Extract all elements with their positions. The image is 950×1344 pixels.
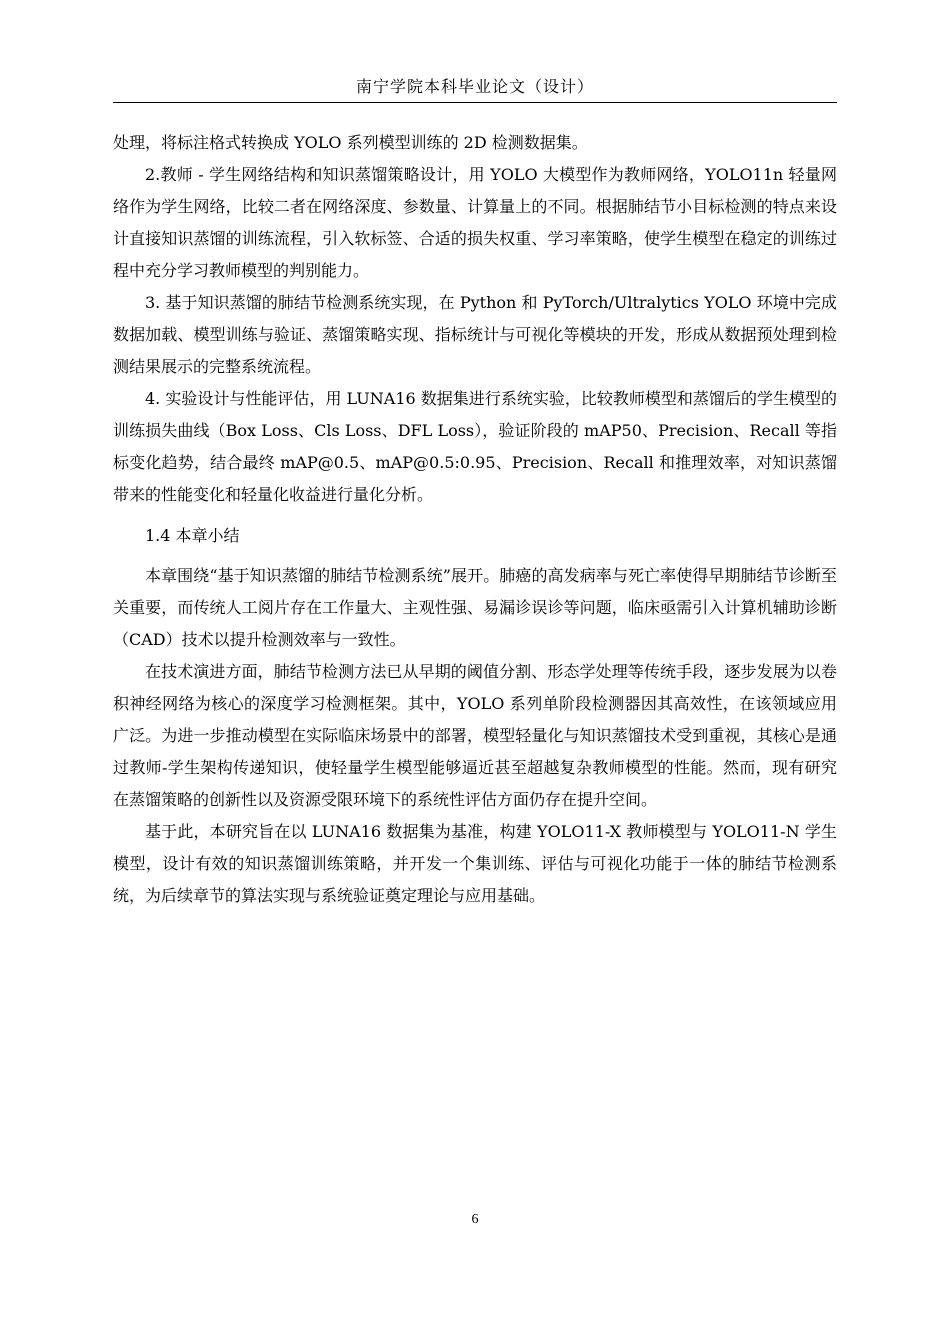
paragraph-item-3: 3. 基于知识蒸馏的肺结节检测系统实现，在 Python 和 PyTorch/Ultralytics YOLO 环境中完成数据加载、模型训练与验证、蒸馏策略实现、指标统计与可视化等模块的开发，形成从数据预处理到检测结果展示的完整系统流程。 xyxy=(113,293,837,376)
section-heading: 1.4 本章小结 xyxy=(145,526,240,545)
header-title: 南宁学院本科毕业论文（设计） xyxy=(355,77,594,96)
summary-paragraph-1: 本章围绕“基于知识蒸馏的肺结节检测系统”展开。肺癌的高发病率与死亡率使得早期肺结节诊断至关重要，而传统人工阅片存在工作量大、主观性强、易漏诊误诊等问题，临床亟需引入计算机辅助诊断（CAD）技术以提升检测效率与一致性。 xyxy=(113,566,837,649)
summary-paragraph-3: 基于此，本研究旨在以 LUNA16 数据集为基准，构建 YOLO11-X 教师模型与 YOLO11-N 学生模型，设计有效的知识蒸馏训练策略，并开发一个集训练、评估与可视化功能于一体的肺结节检测系统，为后续章节的算法实现与系统验证奠定理论与应用基础。 xyxy=(113,822,837,905)
paragraph-item-4: 4. 实验设计与性能评估，用 LUNA16 数据集进行系统实验，比较教师模型和蒸馏后的学生模型的训练损失曲线（Box Loss、Cls Loss、DFL Loss），验证阶段的 mAP50、Precision、Recall 等指标变化趋势，结合最终 mAP@0.5、mAP@0.5:0.95、Precision、Recall 和推理效率，对知识蒸馏带来的性能变化和轻量化收益进行量化分析。 xyxy=(113,389,837,504)
paragraph-item-2: 2.教师 - 学生网络结构和知识蒸馏策略设计，用 YOLO 大模型作为教师网络，YOLO11n 轻量网络作为学生网络，比较二者在网络深度、参数量、计算量上的不同。根据肺结节小目标检测的特点来设计直接知识蒸馏的训练流程，引入软标签、合适的损失权重、学习率策略，使学生模型在稳定的训练过程中充分学习教师模型的判别能力。 xyxy=(113,165,837,280)
page-number: 6 xyxy=(471,1212,479,1227)
summary-paragraph-2: 在技术演进方面，肺结节检测方法已从早期的阈值分割、形态学处理等传统手段，逐步发展为以卷积神经网络为核心的深度学习检测框架。其中，YOLO 系列单阶段检测器因其高效性，在该领域应用广泛。为进一步推动模型在实际临床场景中的部署，模型轻量化与知识蒸馏技术受到重视，其核心是通过教师-学生架构传递知识，使轻量学生模型能够逼近甚至超越复杂教师模型的性能。然而，现有研究在蒸馏策略的创新性以及资源受限环境下的系统性评估方面仍存在提升空间。 xyxy=(113,662,837,809)
page-header xyxy=(113,74,837,103)
page-content xyxy=(113,127,837,912)
paragraph-continuation: 处理，将标注格式转换成 YOLO 系列模型训练的 2D 检测数据集。 xyxy=(113,133,588,152)
